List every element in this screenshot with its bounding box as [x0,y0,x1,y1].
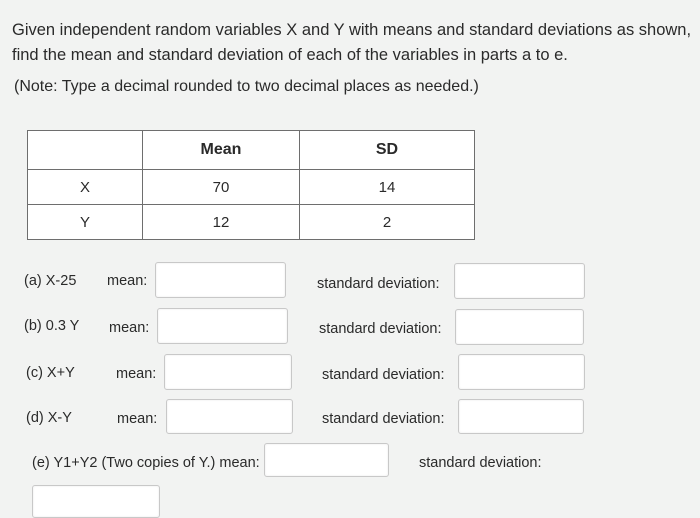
part-a-sd-label: standard deviation: [317,276,440,292]
header-sd: SD [300,131,475,170]
part-b-sd-label: standard deviation: [319,321,442,337]
part-a-mean-label: mean: [107,273,148,289]
part-d-mean-input[interactable] [166,399,293,434]
part-d-mean-label: mean: [117,411,158,427]
part-a-sd-input[interactable] [454,263,585,299]
part-e-sd-label: standard deviation: [419,455,542,471]
table-header-row [28,131,475,170]
part-a-mean-input[interactable] [155,262,286,298]
part-c-label: (c) X+Y [26,365,75,381]
part-c-sd-input[interactable] [458,354,585,390]
row-y-name: Y [28,205,143,240]
rounding-note: (Note: Type a decimal rounded to two decimal places as needed.) [14,78,479,95]
part-b-mean-label: mean: [109,320,150,336]
header-mean: Mean [143,131,300,170]
variables-table [27,130,475,240]
part-b-sd-input[interactable] [455,309,584,345]
table-row-y [28,205,475,240]
part-d-label: (d) X-Y [26,410,72,426]
row-x-name: X [28,170,143,205]
row-y-mean: 12 [143,205,300,240]
row-x-sd: 14 [300,170,475,205]
part-c-sd-label: standard deviation: [322,367,445,383]
part-a-label: (a) X-25 [24,273,77,289]
row-x-mean: 70 [143,170,300,205]
part-e-sd-input[interactable] [32,485,160,518]
header-blank-cell [28,131,143,170]
part-e-label: (e) Y1+Y2 (Two copies of Y.) mean: [32,455,260,471]
row-y-sd: 2 [300,205,475,240]
table-row-x [28,170,475,205]
part-b-label: (b) 0.3 Y [24,318,80,334]
question-text: Given independent random variables X and Y with means and standard deviations as shown, find the mean and standard deviation of each of the variables in parts a to e. [12,21,692,64]
part-c-mean-label: mean: [116,366,157,382]
part-e-mean-input[interactable] [264,443,389,477]
part-c-mean-input[interactable] [164,354,292,390]
part-d-sd-input[interactable] [458,399,584,434]
part-d-sd-label: standard deviation: [322,411,445,427]
part-b-mean-input[interactable] [157,308,288,344]
